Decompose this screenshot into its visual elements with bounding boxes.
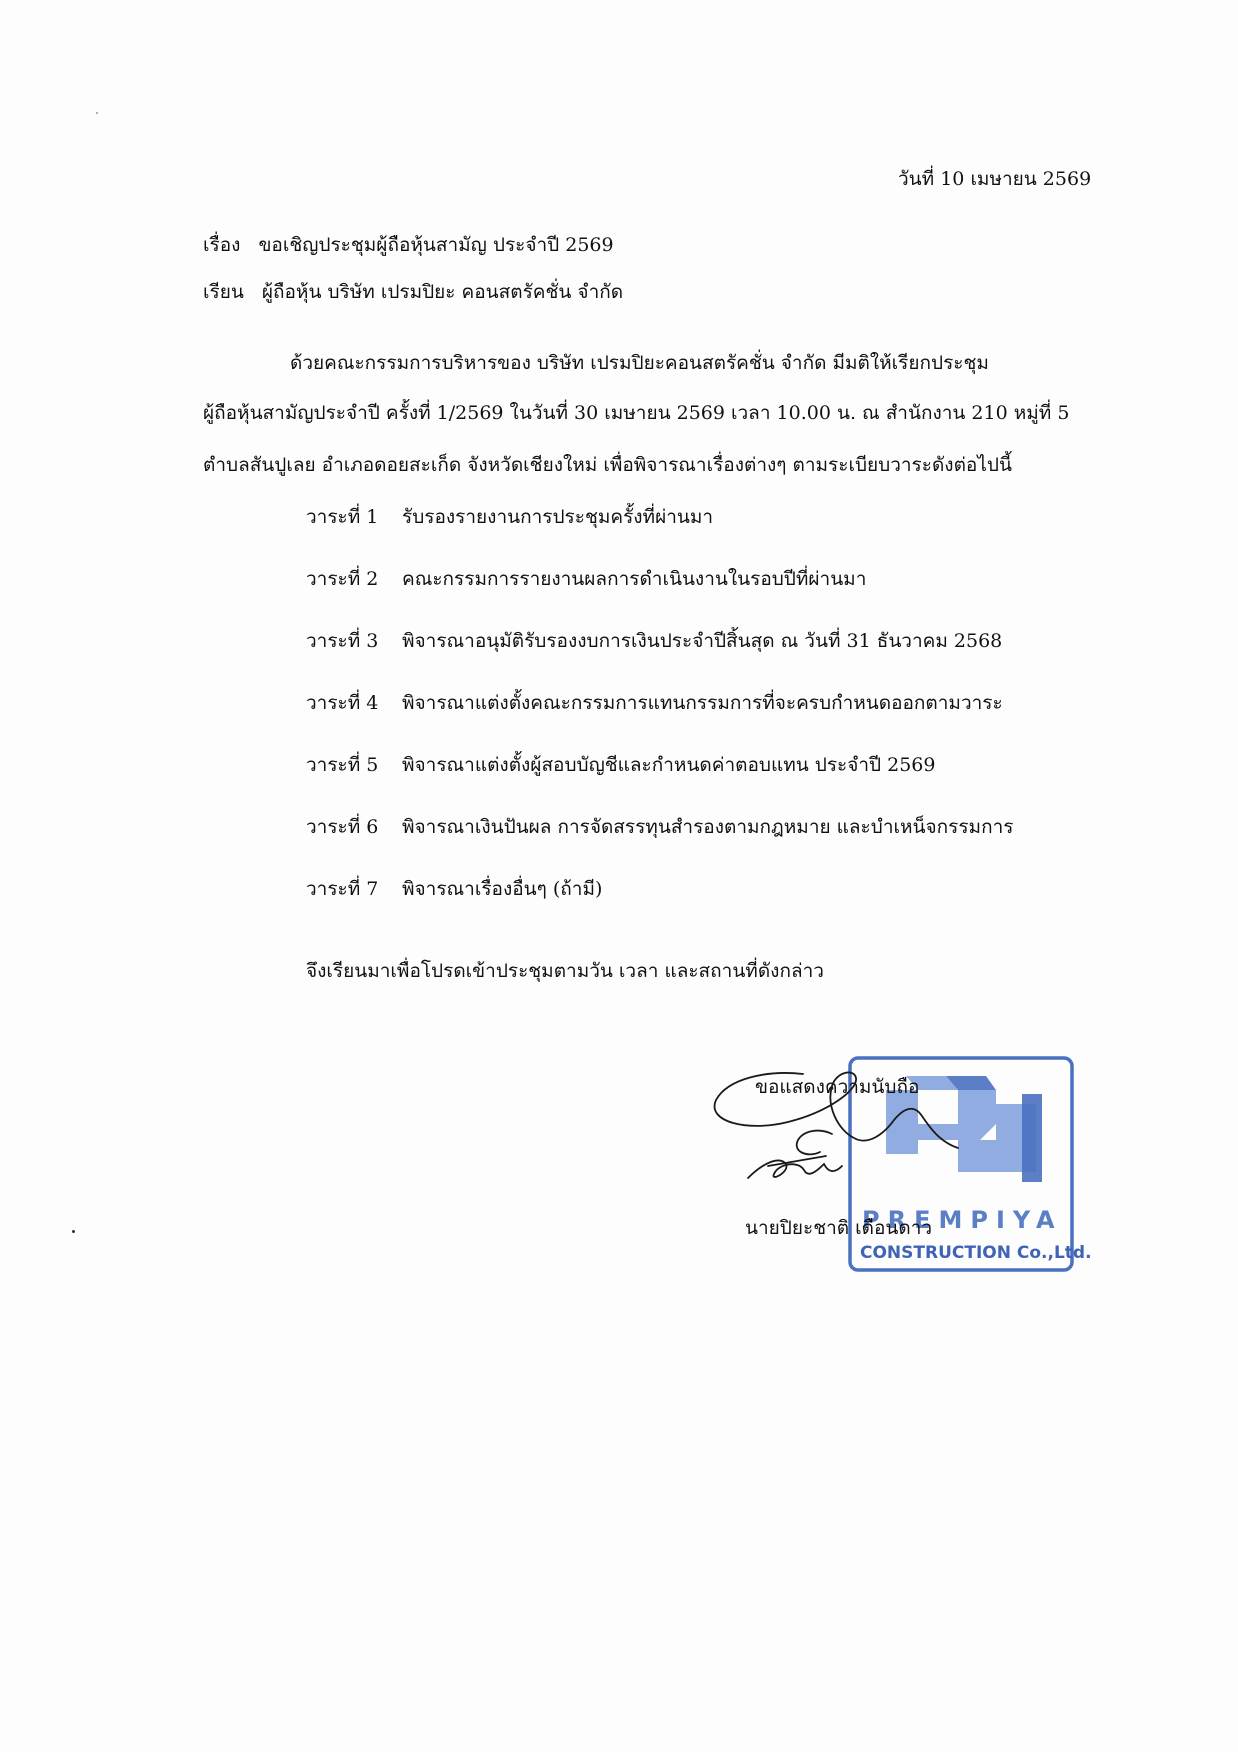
letter-subject bbox=[203, 232, 614, 258]
stamp-company-suffix: CONSTRUCTION Co.,Ltd. bbox=[860, 1243, 1092, 1263]
agenda-text: คณะกรรมการรายงานผลการดำเนินงานในรอบปีที่ผ่านมา bbox=[402, 568, 867, 590]
letter-recipient bbox=[203, 279, 623, 305]
agenda-text: พิจารณาแต่งตั้งคณะกรรมการแทนกรรมการที่จะครบกำหนดออกตามวาระ bbox=[402, 692, 1003, 714]
agenda-number: วาระที่ 2 bbox=[306, 568, 379, 590]
scan-speck bbox=[96, 112, 98, 114]
agenda-text: พิจารณาเงินปันผล การจัดสรรทุนสำรองตามกฎหมาย และบำเหน็จกรรมการ bbox=[402, 816, 1014, 838]
recipient-label: เรียน bbox=[203, 281, 244, 303]
stamp-company-name: PREMPIYA bbox=[862, 1206, 1063, 1234]
signer-name: นายปิยะชาติ เดือนดาว bbox=[745, 1217, 933, 1239]
closing-sentence: จึงเรียนมาเพื่อโปรดเข้าประชุมตามวัน เวลา และสถานที่ดังกล่าว bbox=[306, 960, 824, 982]
agenda-text: พิจารณาอนุมัติรับรองงบการเงินประจำปีสิ้นสุด ณ วันที่ 31 ธันวาคม 2568 bbox=[402, 630, 1003, 652]
signoff-text: ขอแสดงความนับถือ bbox=[755, 1076, 920, 1098]
agenda-text: รับรองรายงานการประชุมครั้งที่ผ่านมา bbox=[402, 506, 714, 528]
agenda-number: วาระที่ 3 bbox=[306, 630, 379, 652]
body-line-2: ผู้ถือหุ้นสามัญประจำปี ครั้งที่ 1/2569 ในวันที่ 30 เมษายน 2569 เวลา 10.00 น. ณ สำนักงาน 210 หมู่ที่ 5 bbox=[203, 402, 1070, 424]
agenda-number: วาระที่ 6 bbox=[306, 816, 379, 838]
agenda-number: วาระที่ 7 bbox=[306, 878, 379, 900]
recipient-text: ผู้ถือหุ้น บริษัท เปรมปิยะ คอนสตรัคชั่น จำกัด bbox=[261, 281, 624, 303]
agenda-number: วาระที่ 5 bbox=[306, 754, 379, 776]
body-line-3: ตำบลสันปูเลย อำเภอดอยสะเก็ด จังหวัดเชียงใหม่ เพื่อพิจารณาเรื่องต่างๆ ตามระเบียบวาระดังต่อไปนี้ bbox=[203, 454, 1012, 476]
agenda-number: วาระที่ 4 bbox=[306, 692, 379, 714]
scan-speck bbox=[72, 1230, 75, 1233]
agenda-text: พิจารณาแต่งตั้งผู้สอบบัญชีและกำหนดค่าตอบแทน ประจำปี 2569 bbox=[402, 754, 936, 776]
agenda-number: วาระที่ 1 bbox=[306, 506, 379, 528]
body-line-1: ด้วยคณะกรรมการบริหารของ บริษัท เปรมปิยะคอนสตรัคชั่น จำกัด มีมติให้เรียกประชุม bbox=[290, 352, 989, 374]
signature-icon bbox=[708, 1060, 988, 1200]
subject-label: เรื่อง bbox=[203, 234, 241, 256]
agenda-text: พิจารณาเรื่องอื่นๆ (ถ้ามี) bbox=[402, 878, 603, 900]
letter-date: วันที่ 10 เมษายน 2569 bbox=[898, 168, 1092, 190]
subject-text: ขอเชิญประชุมผู้ถือหุ้นสามัญ ประจำปี 2569 bbox=[258, 234, 614, 256]
